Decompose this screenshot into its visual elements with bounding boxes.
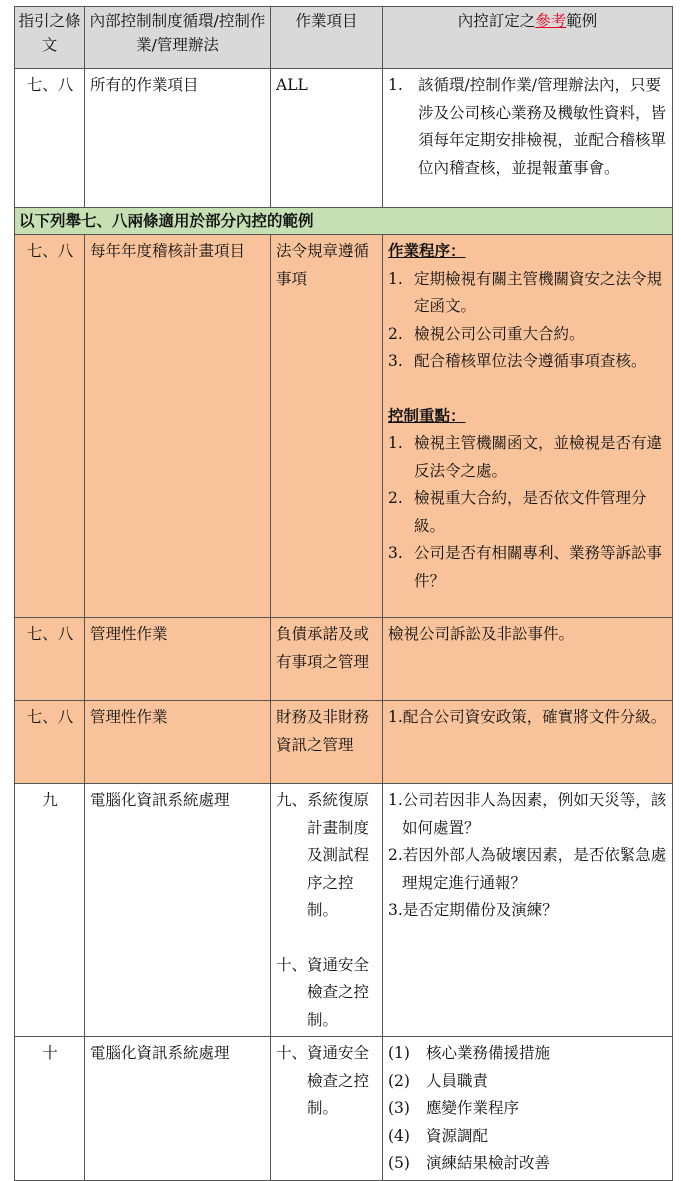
example-cell	[383, 1037, 673, 1181]
list-item: 1.公司若因非人為因素，例如天災等，該如何處置？	[388, 791, 667, 837]
header-clause: 指引之條文	[15, 7, 85, 69]
table-row	[15, 701, 673, 784]
clause-cell: 七、八	[15, 69, 85, 208]
item-cell: 財務及非財務資訊之管理	[271, 701, 383, 784]
internal-control-table	[14, 6, 673, 1181]
section-note-row	[15, 208, 673, 235]
procedure-heading: 作業程序：	[388, 242, 466, 260]
table-row	[15, 1037, 673, 1181]
item-cell: 九、 系統復原計畫制度及測試程序之控制。 十、 資通安全檢查之控制。	[271, 784, 383, 1037]
reference-word: 參考	[535, 12, 567, 30]
section-note: 以下列舉七、八兩條適用於部分內控的範例	[15, 208, 673, 235]
list-item: 2. 檢視重大合約，是否依文件管理分級。	[388, 489, 647, 535]
header-item: 作業項目	[271, 7, 383, 69]
measures-list	[388, 1040, 668, 1178]
cycle-cell: 每年年度稽核計畫項目	[85, 235, 271, 618]
clause-cell: 七、八	[15, 235, 85, 618]
list-item: 2. 檢視公司公司重大合約。	[388, 324, 585, 343]
control-points-list	[388, 430, 668, 595]
list-item: 2.若因外部人為破壞因素，是否依緊急處理規定進行通報？	[388, 846, 667, 892]
header-example: 內控訂定之參考範例	[383, 7, 673, 69]
clause-cell: 九	[15, 784, 85, 1037]
example-cell: 檢視公司訴訟及非訟事件。	[383, 618, 673, 701]
table-row	[15, 69, 673, 208]
clause-cell: 十	[15, 1037, 85, 1181]
cycle-cell: 管理性作業	[85, 701, 271, 784]
table-row	[15, 235, 673, 618]
item-cell: 法令規章遵循事項	[271, 235, 383, 618]
example-text: 該循環/控制作業/管理辦法內，只要涉及公司核心業務及機敏性資料，皆須每年定期安排檢視，並配合稽核單位內稽查核，並提報董事會。	[418, 76, 667, 177]
list-item: (2) 人員職責	[388, 1071, 489, 1090]
example-cell	[383, 784, 673, 1037]
list-item: (4) 資源調配	[388, 1126, 489, 1145]
list-item: (3) 應變作業程序	[388, 1099, 520, 1117]
cycle-cell: 所有的作業項目	[85, 69, 271, 208]
clause-cell: 七、八	[15, 618, 85, 701]
header-cycle: 內部控制制度循環/控制作業/管理辦法	[85, 7, 271, 69]
list-item: 1. 檢視主管機關函文，並檢視是否有違反法令之處。	[388, 434, 663, 480]
clause-cell: 七、八	[15, 701, 85, 784]
list-item: 3. 公司是否有相關專利、業務等訴訟事件？	[388, 544, 663, 590]
item-cell: ALL	[271, 69, 383, 208]
table-row	[15, 618, 673, 701]
example-cell	[383, 235, 673, 618]
table-row	[15, 784, 673, 1037]
cycle-cell: 電腦化資訊系統處理	[85, 784, 271, 1037]
header-row	[15, 7, 673, 69]
list-item: 1. 定期檢視有關主管機關資安之法令規定函文。	[388, 269, 663, 315]
item-cell: 十、 資通安全檢查之控制。	[271, 1037, 383, 1181]
cycle-cell: 管理性作業	[85, 618, 271, 701]
item-cell: 負債承諾及或有事項之管理	[271, 618, 383, 701]
control-points-heading: 控制重點：	[388, 406, 466, 425]
cycle-cell: 電腦化資訊系統處理	[85, 1037, 271, 1181]
example-cell: 1. 該循環/控制作業/管理辦法內，只要涉及公司核心業務及機敏性資料，皆須每年定期安排檢視，並配合稽核單位內稽查核，並提報董事會。	[383, 69, 673, 208]
list-item: (1) 核心業務備援措施	[388, 1044, 551, 1062]
list-item: 3. 配合稽核單位法令遵循事項查核。	[388, 352, 647, 370]
procedure-list	[388, 266, 668, 376]
list-item: 3.是否定期備份及演練？	[388, 901, 558, 919]
list-item: (5) 演練結果檢討改善	[388, 1154, 551, 1172]
example-cell: 1.配合公司資安政策，確實將文件分級。	[383, 701, 673, 784]
